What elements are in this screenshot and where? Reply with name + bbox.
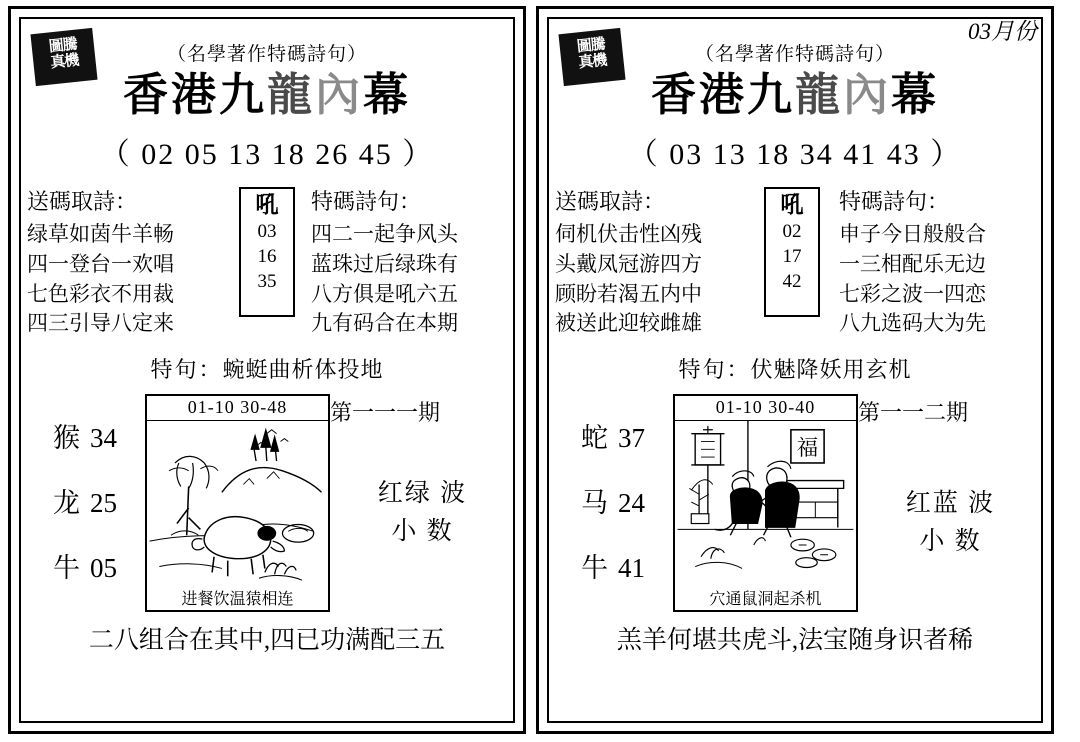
zodiac-row-1: [25, 416, 145, 455]
left-poem-block-left: [27, 185, 223, 339]
zodiac-num-1: 34: [90, 423, 117, 454]
left-poem-line-1-right: 伺机伏击性凶残: [555, 222, 702, 246]
zodiac-num-2-right: 24: [618, 488, 645, 519]
panel-right-content: [539, 9, 1051, 731]
zodiac-name-3: 牛: [53, 553, 80, 584]
zodiac-num-3-right: 41: [618, 553, 645, 584]
right-poem-block-left: [311, 185, 507, 339]
special-text-right: 伏魅降妖用玄机: [750, 357, 912, 383]
special-label-left: 特句：: [150, 357, 223, 383]
right-poem-line-4-right: 八九选码大为先: [839, 311, 986, 336]
seal-stamp-icon: [30, 28, 97, 86]
seal-stamp-icon-right: [558, 28, 625, 86]
subtitle-left: （名學著作特碼詩句）: [166, 44, 367, 65]
title-part-4: 幕: [363, 68, 412, 121]
draw-numbers-left: （ 02 05 13 18 26 45 ）: [99, 138, 435, 171]
svg-text:福: 福: [796, 436, 819, 462]
zodiac-num-1-right: 37: [618, 423, 645, 454]
wave-info-left: [336, 475, 509, 550]
title-part-1-right: 香港九: [650, 68, 795, 121]
zodiac-name-2-right: 马: [581, 488, 608, 519]
zodiac-row-3-right: [553, 546, 673, 585]
draw-numbers-right: （ 03 13 18 34 41 43 ）: [627, 138, 963, 171]
zodiac-name-2: 龙: [53, 488, 80, 519]
special-text-left: 蜿蜓曲析体投地: [222, 357, 384, 383]
left-poem-heading-right: 送碼取詩：: [555, 189, 666, 214]
right-poem-line-2-right: 一三相配乐无边: [839, 251, 986, 276]
left-poem-line-4-right: 被送此迎较雌雄: [555, 311, 702, 336]
left-poem-heading: 送碼取詩：: [27, 189, 138, 214]
right-poem-line-3: 八方俱是吼六五: [311, 281, 458, 306]
issue-label-right: 第一一二期: [858, 400, 969, 426]
left-poem-line-3-right: 顾盼若渴五内中: [555, 281, 702, 306]
wave-line-2-right: 小 数: [919, 527, 982, 555]
bottom-section-right: [549, 394, 1041, 612]
center-number-2: 16: [257, 245, 277, 267]
mid-section-left: [21, 185, 513, 339]
picture-range-left: 01-10 30-48: [147, 396, 328, 421]
title-part-2-right: 龍: [794, 68, 843, 121]
center-number-box-right: [764, 187, 820, 317]
zodiac-num-3: 05: [90, 553, 117, 584]
side-info-right: [858, 394, 1037, 560]
special-label-right: 特句：: [678, 357, 751, 383]
picture-caption-left: 进餐饮温猿相连: [181, 591, 294, 609]
special-phrase-right: [549, 353, 1041, 384]
zodiac-row-3: [25, 546, 145, 585]
right-poem-block-right: [839, 185, 1035, 339]
title-part-4-right: 幕: [891, 68, 940, 121]
panel-right: [536, 6, 1054, 734]
right-poem-line-4: 九有码合在本期: [311, 311, 458, 336]
footer-text-right: 羔羊何堪共虎斗,法宝随身识者稀: [616, 627, 974, 655]
left-poem-line-4: 四三引导八定来: [27, 311, 174, 336]
center-number-3: 35: [257, 271, 277, 293]
right-poem-heading-right: 特碼詩句：: [839, 189, 950, 214]
zodiac-num-2: 25: [90, 488, 117, 519]
seal-text-bottom: 真機: [49, 50, 80, 72]
right-poem-line-3-right: 七彩之波一四恋: [839, 281, 986, 306]
left-poem-block-right: [555, 185, 745, 339]
left-poem-line-2-right: 头戴凤冠游四方: [555, 251, 702, 276]
center-number-1-right: 02: [782, 220, 802, 242]
left-poem-line-2: 四一登台一欢唱: [27, 251, 174, 276]
picture-range-right: 01-10 30-40: [675, 396, 856, 421]
left-poem-line-1: 绿草如茵牛羊畅: [27, 222, 174, 246]
mid-section-right: [549, 185, 1041, 339]
side-info-left: [330, 394, 509, 550]
picture-caption-right: 穴通鼠洞起杀机: [709, 591, 822, 609]
footer-text-left: 二八组合在其中,四已功满配三五: [88, 627, 446, 655]
picture-illustration-pig: [147, 420, 328, 588]
picture-wrapper-right: [673, 394, 858, 612]
wave-line-1-left: 红绿 波: [377, 480, 468, 508]
picture-wrapper-left: [145, 394, 330, 612]
right-poem-line-1: 四二一起争风头: [311, 222, 458, 246]
zodiac-name-1: 猴: [53, 423, 80, 454]
issue-label-left: 第一一一期: [330, 400, 441, 426]
zodiac-row-1-right: [553, 416, 673, 455]
title-part-3: 內: [315, 68, 364, 121]
zodiac-row-2-right: [553, 481, 673, 520]
picture-illustration-room: [675, 420, 856, 588]
title-part-3-right: 內: [843, 68, 892, 121]
seal-text-bottom-right: 真機: [577, 50, 608, 72]
panel-left-content: [11, 9, 523, 731]
picture-box-right: [673, 394, 858, 612]
right-poem-line-2: 蓝珠过后绿珠有: [311, 251, 458, 276]
subtitle-right: （名學著作特碼詩句）: [694, 44, 895, 65]
center-animal-right: 吼: [780, 192, 804, 217]
special-phrase-left: [21, 353, 513, 384]
seal-text-top: 圖騰: [47, 34, 78, 56]
left-poem-line-3: 七色彩衣不用裁: [27, 281, 174, 306]
zodiac-row-2: [25, 481, 145, 520]
bottom-section-left: [21, 394, 513, 612]
wave-info-right: [864, 485, 1037, 560]
right-poem-heading: 特碼詩句：: [311, 189, 422, 214]
right-poem-line-1-right: 申子今日般般合: [839, 222, 986, 246]
center-animal-left: 吼: [255, 192, 279, 217]
seal-text-top-right: 圖騰: [575, 34, 606, 56]
month-label-right: 03月份: [968, 19, 1037, 44]
center-number-2-right: 17: [782, 245, 802, 267]
panel-left: [8, 6, 526, 734]
title-part-1: 香港九: [122, 68, 267, 121]
zodiac-name-1-right: 蛇: [581, 423, 608, 454]
zodiac-list-left: [25, 394, 145, 611]
wave-line-1-right: 红蓝 波: [905, 490, 996, 518]
picture-box-left: [145, 394, 330, 612]
title-part-2: 龍: [266, 68, 315, 121]
zodiac-list-right: [553, 394, 673, 611]
zodiac-name-3-right: 牛: [581, 553, 608, 584]
center-number-3-right: 42: [782, 271, 802, 293]
center-number-1: 03: [257, 220, 277, 242]
center-number-box-left: [239, 187, 295, 317]
wave-line-2-left: 小 数: [391, 517, 454, 545]
